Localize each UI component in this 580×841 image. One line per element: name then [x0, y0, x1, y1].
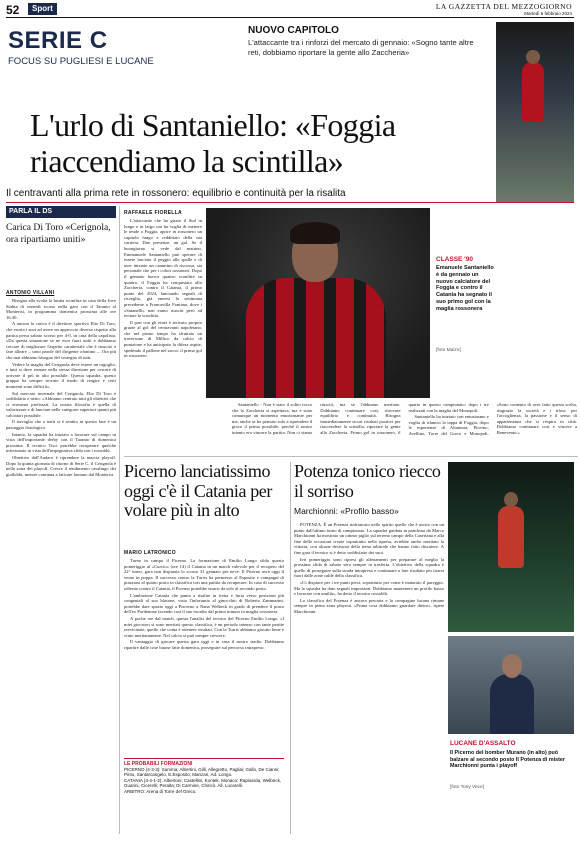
- main-photo: [206, 208, 430, 398]
- picerno-paragraph: A poche ore dal match, questa l'analisi del tecnico del Picerno Emilio Longo. «I miei giocatori si sono meritati questo classifica, è un periodo intenso con tante partite ravvicinate, quello che conta è ottenere risultati. Con la Turris abbiamo giocato bene e vinto meritatamente. Nel calcio si può sempre crescere.: [124, 615, 284, 638]
- sidebar-kicker-bar: [6, 206, 116, 218]
- section-badge: [28, 3, 57, 15]
- newspaper-name: LA GAZZETTA DEL MEZZOGIORNO: [435, 2, 572, 11]
- potenza-subheadline: Marchionni: «Profilo basso»: [294, 506, 399, 516]
- main-photo-credit: [foto Maizo]: [436, 348, 461, 353]
- picerno-author: MARIO LATRONICO: [124, 550, 176, 556]
- lineup-line: CATANIA (3-4-1-2): Albertoni; Castellini, Kontek, Monaco; Rapisarda, Welbeck, Guarini, Cicerelli; Peralta; Di Carmine, Chiricò. All. Lucarelli.: [124, 777, 282, 789]
- potenza-body: [294, 522, 444, 834]
- main-col-2: [232, 402, 577, 452]
- header-rule: [6, 17, 574, 18]
- section-label: Sport: [32, 4, 53, 13]
- sidebar-paragraph: Sul mercato invernale del Cerignola, Elio Di Toro è soddisfatto e netto: «Abbiamo centrato tutti gli obiettivi che ci eravamo prefissati. La nostra filosofia è quella di valorizzare e di lanciare nelle categorie superiori quanti più calciatori possibile.: [6, 390, 116, 418]
- potenza-photo-caption: Il Picerno del bomber Murano (in alto) può balzare al secondo posto Il Potenza di mister Marchionni punta i playoff: [450, 750, 566, 770]
- section-subtitle: FOCUS SU PUGLIESI E LUCANE: [8, 56, 154, 67]
- page-header: [0, 0, 580, 18]
- picerno-photo: [448, 462, 574, 632]
- sidebar-paragraph: A ancora la carica è il direttore sportivo Elio Di Toro, che esorta i suoi ad avere un approccio diverso rispetto alla partita persa sabato scorso per 4-0, in casa della capolista. «Da questa situazione se ne esce fuori uniti e dobbiamo cercare di migliorare l'aspetto caratteriale che è riuscito a fare alleare – sono parole del dirigente ofantino –. Ora più che mai abbiamo bisogno del sostegno di tutti.: [6, 321, 116, 360]
- articles-divider: [290, 462, 291, 834]
- potenza-paragraph: Ieri pomeriggio sono ripresi gli allenamenti per preparare al meglio la prossima sfida di sabato sera sempre in trasferta. L'obiettivo della squadra è quello di proseguire sulla strada intrapresa e continuare a fare risultato per tirarsi fuori dalle zone calde della classifica.: [294, 556, 444, 579]
- picerno-paragraph: Il vantaggio di giocare questa gara oggi e in casa il nostro stadio. Dobbiamo ripartire dalle cose buone fatte domenica, proseguire sul percorso intrapreso.: [124, 639, 284, 650]
- issue-date: Martedì 6 febbraio 2024: [524, 11, 572, 16]
- sidebar-headline: Carica Di Toro «Cerignola, ora ripartiamo uniti»: [6, 222, 111, 245]
- section-title: SERIE C: [8, 27, 108, 54]
- sidebar-kicker: PARLA IL DS: [9, 208, 53, 215]
- promo-photo: [496, 22, 574, 202]
- sidebar-paragraph: Il travaglio che a tratti si è sentito in questa fase è un passaggio fisiologico.: [6, 419, 116, 431]
- coach-head: [502, 654, 522, 678]
- coach-figure: [490, 674, 534, 734]
- sidebar-paragraph: Vedere la maglia del Cerignola deve essere un orgoglio, e tutti si deve remare nella stessa direzione per cercare di arrivare il più in alto possibile. Questa squadra, questo gruppo ha sempre trovato il modo di reagire e certi momenti sono difficili».: [6, 361, 116, 389]
- lineup-title: LE PROBABILI FORMAZIONI: [124, 761, 193, 767]
- main-author: RAFFAELE FIORELLA: [124, 210, 182, 216]
- sidebar-author: ANTONIO VILLANI: [6, 290, 55, 296]
- potenza-photo-caption-kicker: LUCANE D'ASSALTO: [450, 740, 516, 747]
- main-photo-caption-kicker: CLASSE '90: [436, 256, 473, 263]
- sidebar-paragraph: Obiettivo dell'Audace è riprendere la marcia playoff. Dopo la quinta giornata di ritorno di Serie C, il Cerignola è nella zona dei playoff. Cresce il rendimento casalingo dei gialloblù, mentre continua a faticare lontano dal Monterisi.: [6, 455, 116, 477]
- player-head: [504, 492, 518, 507]
- potenza-photo: [448, 636, 574, 734]
- sidebar: [6, 206, 116, 834]
- picerno-headline: Picerno lanciatissimo oggi c'è il Catania per volare più in alto: [124, 461, 272, 520]
- lower-rule: [124, 456, 578, 457]
- main-paragraph: Santaniello ha iniziato con entusiasmo e voglia di rilancio la tappa di Foggia, dopo le esperienze di Altamura, Picerno, Avellino, Torre del Greco e Monopoli. «Sono contento di aver fatto questa scelta, ringrazio la società e i tifosi: per l'accoglienza, la passione e il senso di appartenenza che si respira in città. Dobbiamo continuare così e vincere a Benevento.»: [408, 402, 577, 436]
- player-figure: [498, 506, 524, 568]
- main-paragraph: Santaniello - Non è stato il solito tocco che lo Zaccheria si aspettava, ma è stato comunque un momento emozionante per me, anche se ho pensato solo a riprendere il gioco il prima possibile, perché il nostro intento era vincere la partita. Non ci siamo riusciti, ma se l'abbiamo meritato. Dobbiamo continuare così, ritrovare equilibrio e continuità. Bisogna immediatamente sicuri risultati positivi per riaccendere la scintilla, riportare la gente allo Zaccheria. Primo gol in rossonero, il quarto in questo campionato: dopo i tre realizzati con la maglia del Monopoli.: [232, 402, 489, 435]
- sidebar-divider: [119, 206, 120, 834]
- lineup-line: PICERNO (4-3-3): Summa; Albertini, Gilli, Allegretto, Pagliai; Gallo, De Cianni; Pinto, Santarcangelo, E.Esposito; Manzari, Ad. Longo.: [124, 767, 280, 778]
- main-rule: [6, 202, 574, 203]
- player-jersey: [246, 278, 386, 398]
- sidebar-paragraph: Intanto, la squadra ha iniziato a lavorare sul campo in vista dell'importante derby con il Taranto di domenica prossima. Il tecnico Tisci potrebbe recuperare qualche infortunato in vista dell'impegnativa sfida con i rossoblù.: [6, 431, 116, 454]
- main-paragraph: L'attaccante che ha girato il Sud in lungo e in largo ora ha voglia di mettere le tende a Foggia, aprire in rossonero un capitolo lungo e redditizio della sua carriera. Due presenze, un gol. Se il buongiorno si vede dal mattino, Emmanuele Santaniello può sperare di essere lasciato il peggio alle spalle e di aver iniziato un cammino di riscossa, sia personale che per i colori rossoneri. Dopo il gennaio horror quattro sconfitte su quattro, il Foggia ha conquistato allo Zaccheria, contro il Catania, il primo punto del 2024, lanciando segnali di risveglio, già emersi la settimana precedente a Francavilla Fontana, dove i «Satanelli» non erano riusciti però ad evitare la sconfitta.: [124, 218, 202, 319]
- picerno-paragraph: L'ambizione Catania che punta a risalire in fretta e furia verso posizioni più congeniali al suo blasone, visto l'infortunio al ginocchio di Roberto Zammarini, potrebbe dare spazio oggi a Piscerno a Nana Welbeck in grado di prendere il posto dell'ex Pordenone facendo così il suo esordio dal primo minuto in maglia rossonera.: [124, 592, 284, 615]
- potenza-paragraph: «Ci dispiace per i tre punti persi, soprattutto per come è maturato il pareggio. Ma la squadra ha dato segnali importanti. Dobbiamo mantenere un profilo basso e lavorare con umiltà», ha detto il tecnico rossoblù.: [294, 579, 444, 597]
- potenza-paragraph: POTENZA. È un Potenza rinfrancato nello spirito quello che è uscito con un punto dall'ultimo turno di campionato. La squadra guidata in panchina da Marco Marchionni ha mostrato un ottimo piglio sul terreno campo della Casertana e alla fine delle occasioni create soprattutto nella ripresa, avrebbe anche meritato la vittoria, con alcune decisioni della terna arbitrale che hanno fatto discutere. A fine gara il tecnico si è detto soddisfatto dei suoi.: [294, 522, 444, 555]
- sidebar-paragraph: Bisogna alla svolta la brutta sconfitta in casa della Juve Stabia di venerdì scorso nella gara con il Taranto al Monterisi, in programma domenica prossima alle ore 16:30.: [6, 298, 116, 320]
- picerno-paragraph: Turno in campo il Picerno. La formazione di Emilio Longo sfida questo pomeriggio al «Curcio» (ore 14) il Catania in un match valevole per il recupero del 22° turno, gara non disputata lo scorso 31 gennaio per neve. Il Picerno avrà oggi il vento in poppa. Il successo contro la Turris ha permesso al Esposito e compagni di piazzarsi al quarto posto in classifica con una partita da recuperare. In caso di successo odierno contro il Catania, il Picerno potrebbe issarsi da solo al secondo posto.: [124, 558, 284, 591]
- picerno-body: [124, 558, 284, 756]
- lineup-line: ARBITRO: Arena di Torre del Greco.: [124, 788, 197, 794]
- sidebar-body: [6, 298, 116, 834]
- potenza-photo-credit: [foto Tony Vece]: [450, 785, 485, 790]
- promo-text: L'attaccante tra i rinforzi del mercato di gennaio: «Sogno tante altre reti, dobbiamo riportare la gente allo Zaccheria»: [248, 38, 474, 57]
- page-number: 52: [6, 3, 20, 17]
- promo-kicker: NUOVO CAPITOLO: [248, 25, 339, 36]
- main-subheadline: Il centravanti alla prima rete in rossonero: equilibrio e continuità per la risalita: [6, 188, 346, 199]
- main-paragraph: Il pari con gli etnei è arrivato proprio grazie al gol del centravanti napoletano, che nel primo tempo ha sfruttato un traversone di Millico da calcio di punizione e ha anticipato la difesa ospite, spedendo il pallone nel sacco: il primo gol in rossonero.: [124, 319, 202, 359]
- player-figure: [522, 62, 544, 122]
- main-photo-caption: Emanuele Santaniello è da gennaio un nuovo calciatore del Foggia e contro il Catania ha segnato il suo primo gol con la maglia rossonera: [436, 265, 494, 312]
- player-hair: [290, 222, 340, 244]
- main-headline: L'urlo di Santaniello: «Foggia riaccendiamo la scintilla»: [30, 107, 396, 179]
- player-head: [526, 50, 540, 64]
- potenza-headline: Potenza tonico riecco il sorriso: [294, 461, 441, 501]
- lineup-box: [124, 758, 284, 819]
- main-col-1: [124, 218, 202, 398]
- potenza-paragraph: La classifica del Potenza è ancora precaria e la compagine lucana rimane sempre in piena zona playout. «Prima cosa dobbiamo guardare dietro», ripete Marchionni.: [294, 597, 444, 614]
